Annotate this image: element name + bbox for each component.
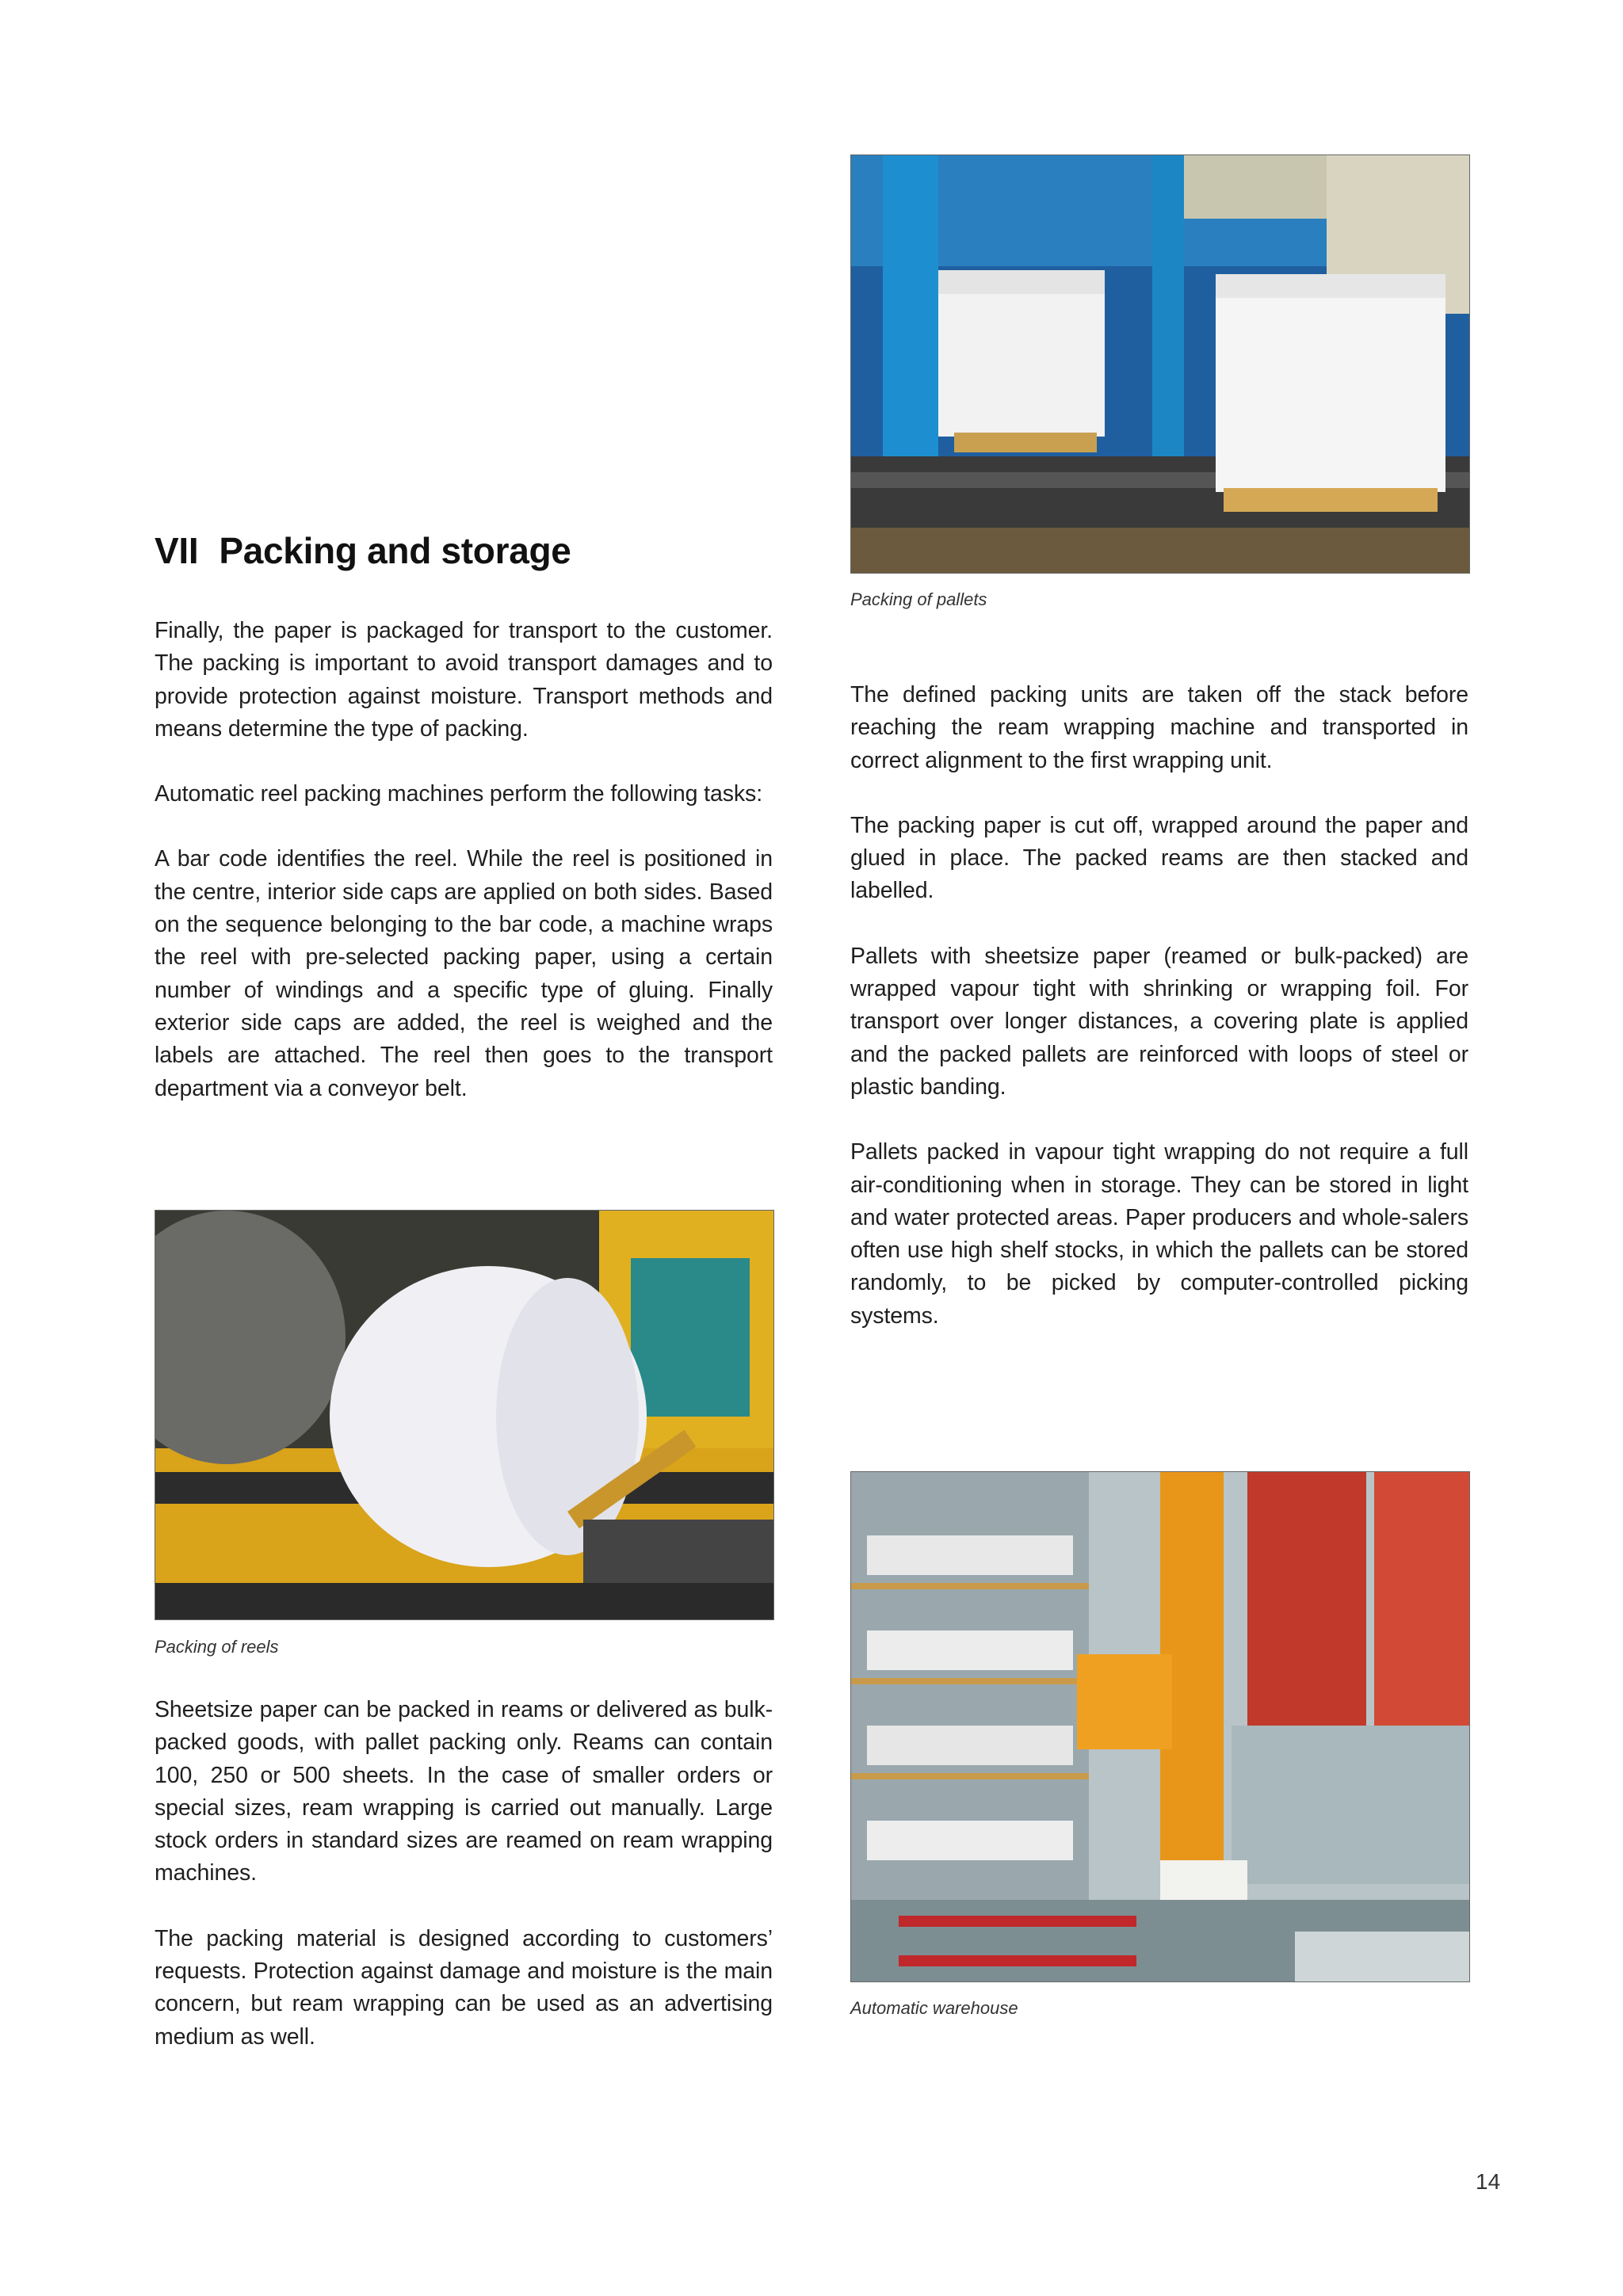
page-number: 14 — [1476, 2169, 1501, 2194]
photo-packing-of-reels — [155, 1210, 774, 1620]
paragraph: Pallets packed in vapour tight wrapping do not require a full air-conditioning when in storage. They can be stored in light and water protected areas. Paper producers and whole-salers often use high shelf stocks, in which the pallets can be stored randomly, to be picked by computer-controlled picking systems. — [850, 1139, 1468, 1329]
caption-packing-of-pallets: Packing of pallets — [850, 589, 987, 609]
paragraph: Pallets with sheetsize paper (reamed or bulk-packed) are wrapped vapour tight with shrinking or wrapping foil. For transport over longer distances, a covering plate is applied and the packed pallets are reinforced with loops of steel or plastic banding. — [850, 943, 1468, 1100]
photo-packing-of-pallets — [850, 154, 1470, 574]
paragraph: The defined packing units are taken off the stack before reaching the ream wrapping machine and transported in correct alignment to the first wrapping unit. — [850, 682, 1468, 773]
section-number: VII — [155, 530, 199, 571]
paragraph: The packing material is designed according to customers’ requests. Protection against damage and moisture is the main concern, but ream wrapping can be used as an advertising medium as well. — [155, 1925, 773, 2050]
caption-automatic-warehouse: Automatic warehouse — [850, 1998, 1018, 2018]
left-column-lower — [155, 1694, 773, 2054]
paragraph: Sheetsize paper can be packed in reams or delivered as bulk-packed goods, with pallet packing only. Reams can contain 100, 250 or 500 sheets. In the case of smaller orders or special sizes, ream wrapping is carried out manually. Large stock orders in standard sizes are reamed on ream wrapping machines. — [155, 1697, 773, 1886]
photo-automatic-warehouse — [850, 1471, 1470, 1982]
paragraph: The packing paper is cut off, wrapped around the paper and glued in place. The packed reams are then stacked and labelled. — [850, 812, 1468, 904]
right-column-text — [850, 679, 1468, 1333]
section-title — [155, 529, 571, 572]
left-column-intro — [155, 615, 773, 1105]
paragraph: A bar code identifies the reel. While the reel is positioned in the centre, interior side caps are applied on both sides. Based on the sequence belonging to the bar code, a machine wraps the reel with pre-selected packing paper, using a certain number of windings and a specific type of gluing. Finally exterior side caps are added, the reel is weighed and the labels are attached. The reel then goes to the transport department via a conveyor belt. — [155, 846, 773, 1101]
paragraph: Automatic reel packing machines perform the following tasks: — [155, 781, 763, 807]
caption-packing-of-reels: Packing of reels — [155, 1637, 279, 1657]
paragraph: Finally, the paper is packaged for transport to the customer. The packing is important to avoid transport damages and to provide protection against moisture. Transport methods and means determine the type of packing. — [155, 618, 773, 742]
section-title-text: Packing and storage — [219, 530, 571, 571]
